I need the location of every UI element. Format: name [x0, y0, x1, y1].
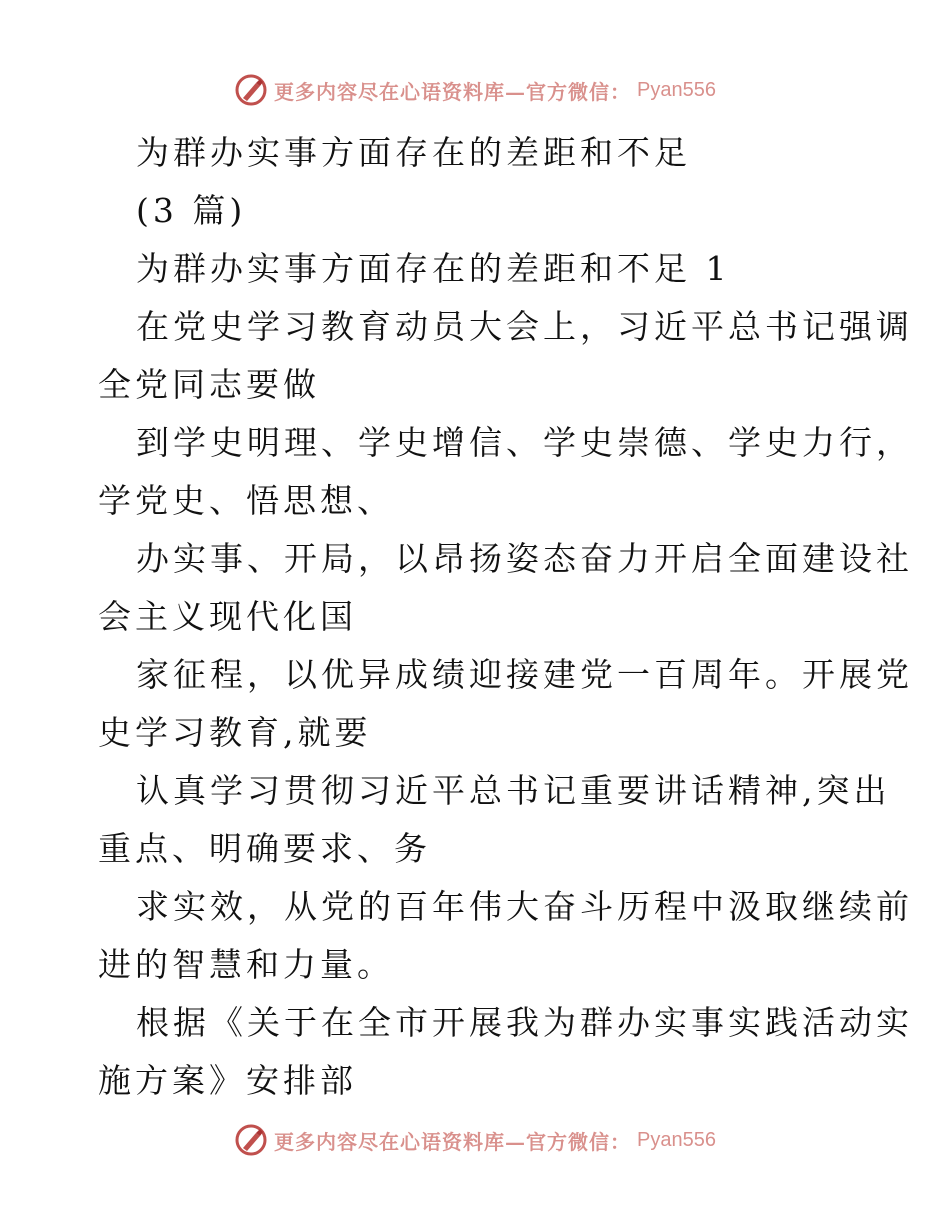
paragraph-line: 认真学习贯彻习近平总书记重要讲话精神,突出 — [136, 771, 891, 810]
pen-logo-icon — [234, 73, 268, 107]
section-heading: 为群办实事方面存在的差距和不足 1 — [136, 249, 731, 288]
paragraph-line: 办实事、开局，以昂扬姿态奋力开启全面建设社 — [136, 539, 913, 578]
watermark-text: 更多内容尽在心语资料库—官方微信： — [274, 79, 632, 104]
pen-logo-icon — [234, 1123, 268, 1157]
paragraph-line: 史学习教育,就要 — [98, 713, 372, 752]
document-body — [98, 124, 913, 1110]
header-watermark — [0, 70, 950, 110]
watermark-wechat-id: Pyan556 — [637, 78, 716, 101]
doc-title-line-2: (3 篇) — [136, 191, 247, 230]
paragraph-line: 到学史明理、学史增信、学史崇德、学史力行， — [136, 423, 913, 462]
watermark-text: 更多内容尽在心语资料库—官方微信： — [274, 1129, 632, 1154]
paragraph-line: 会主义现代化国 — [98, 597, 357, 636]
paragraph-line: 进的智慧和力量。 — [98, 945, 394, 984]
paragraph-line: 施方案》安排部 — [98, 1061, 357, 1100]
paragraph-line: 在党史学习教育动员大会上，习近平总书记强调 — [136, 307, 913, 346]
paragraph-line: 根据《关于在全市开展我为群办实事实践活动实 — [136, 1003, 913, 1042]
doc-title-line-1: 为群办实事方面存在的差距和不足 — [136, 133, 691, 172]
paragraph-line: 重点、明确要求、务 — [98, 829, 431, 868]
paragraph-line: 家征程，以优异成绩迎接建党一百周年。开展党 — [136, 655, 913, 694]
footer-watermark — [0, 1120, 950, 1160]
paragraph-line: 全党同志要做 — [98, 365, 320, 404]
paragraph-line: 求实效，从党的百年伟大奋斗历程中汲取继续前 — [136, 887, 913, 926]
watermark-wechat-id: Pyan556 — [637, 1128, 716, 1151]
paragraph-line: 学党史、悟思想、 — [98, 481, 394, 520]
